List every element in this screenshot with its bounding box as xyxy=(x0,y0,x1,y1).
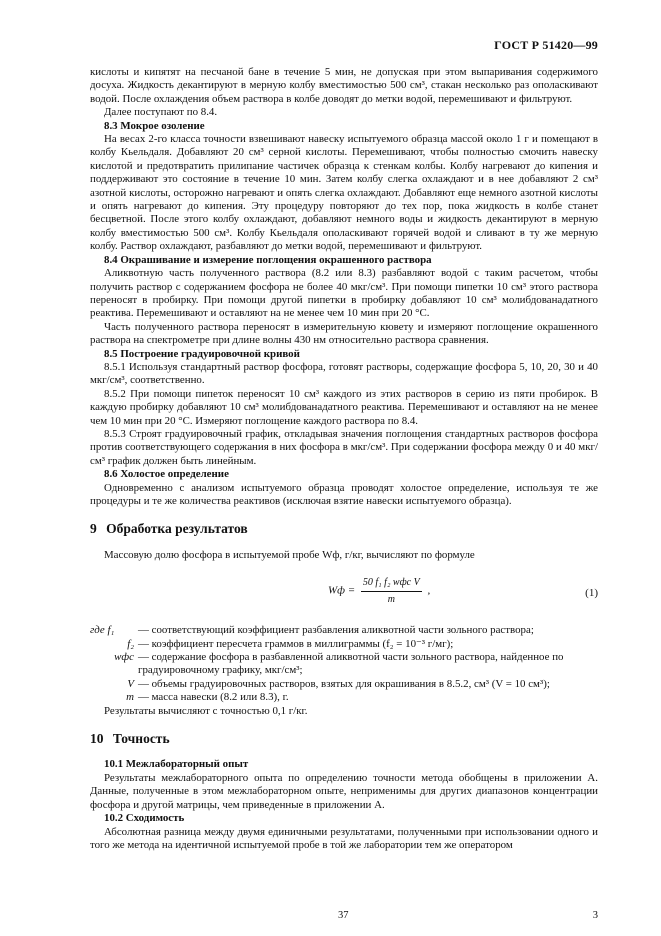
definitions-list xyxy=(90,624,598,704)
definition-text: — коэффициент пересчета граммов в миллиграммы (f₂ = 10⁻³ г/мг); xyxy=(138,637,454,650)
section-heading-9 xyxy=(90,522,598,535)
formula-denominator: m xyxy=(387,593,395,605)
section-10-number: 10 xyxy=(90,731,104,747)
paragraph-8-5-2: 8.5.2 При помощи пипеток переносят 10 см³ каждого из этих растворов в серию из пяти пробирок. В каждую пробирку добавляют 10 см³ молибдованадатного реактива. Перемешивают и оставляют на не менее чем 10 мин при 20 °С. Измеряют поглощение каждого раствора по 8.4. xyxy=(90,387,598,427)
paragraph-8-6: Одновременно с анализом испытуемого образца проводят холостое определение, используя те же процедуры и те же количества реактивов (исключая взятие навески испытуемого образца). xyxy=(90,481,598,507)
definition-symbol: f₂ xyxy=(127,637,134,650)
definition-text: градуировочному графику, мкг/см³; xyxy=(138,664,303,677)
paragraph-9-result: Результаты вычисляют с точностью 0,1 г/кг. xyxy=(104,704,308,717)
definition-text: — соответствующий коэффициент разбавления аликвотной части зольного раствора; xyxy=(138,624,534,637)
formula-body xyxy=(328,576,430,606)
definition-v xyxy=(90,678,598,691)
definition-symbol xyxy=(90,664,138,677)
section-9-number: 9 xyxy=(90,521,97,537)
definition-symbol: V xyxy=(127,677,134,690)
formula-tail: , xyxy=(427,584,431,597)
definition-text: — объемы градуировочных растворов, взятых для окрашивания в 8.5.2, см³ (V = 10 см³); xyxy=(138,677,550,690)
definition-symbol: где f₁ xyxy=(90,624,115,637)
formula-numerator: 50 f₁ f₂ wфс V xyxy=(361,576,422,591)
definition-wfs-continued xyxy=(90,664,598,677)
formula-lhs: Wф = xyxy=(328,584,356,597)
subheading-8-3: 8.3 Мокрое озоление xyxy=(104,119,205,132)
definition-symbol: m xyxy=(126,691,134,704)
section-heading-10 xyxy=(90,732,598,745)
subheading-8-4: 8.4 Окрашивание и измерение поглощения окрашенного раствора xyxy=(104,253,432,266)
formula-number: (1) xyxy=(585,587,598,600)
subheading-10-1: 10.1 Межлабораторный опыт xyxy=(104,758,249,771)
subheading-8-5: 8.5 Построение градуировочной кривой xyxy=(104,347,300,360)
paragraph-next: Далее поступают по 8.4. xyxy=(104,106,218,119)
definition-wfs xyxy=(90,651,598,664)
paragraph-10-2: Абсолютная разница между двумя единичными результатами, полученными при использовании одного и того же метода на идентичной испытуемой пробе в той же лаборатории тем же оператором xyxy=(90,825,598,851)
sheet-number: 3 xyxy=(592,910,598,921)
definition-text: — масса навески (8.2 или 8.3), г. xyxy=(138,691,289,704)
definition-f2 xyxy=(90,638,598,651)
document-body xyxy=(90,66,598,852)
paragraph-8-4-a: Аликвотную часть полученного раствора (8.2 или 8.3) разбавляют водой с таким расчетом, чтобы получить раствор с содержанием фосфора не более 40 мкг/см³. При помощи пипетки 10 см³ этого раствора переносят в пробирку. При помощи другой пипетки в пробирку добавляют 10 см³ молибдованадатного реактива. Перемешивают и оставляют на не менее чем 10 мин при 20 °С. xyxy=(90,267,598,320)
document-header: ГОСТ Р 51420—99 xyxy=(494,38,598,52)
formula-1 xyxy=(90,572,598,616)
paragraph-8-4-b: Часть полученного раствора переносят в измерительную кювету и измеряют поглощение окрашенного раствора на спектрометре при длине волны 430 нм относительно раствора сравнения. xyxy=(90,320,598,347)
paragraph-8-3: На весах 2-го класса точности взвешивают навеску испытуемого образца массой около 1 г и помещают в колбу Кьельдаля. Добавляют 20 см³ серной кислоты. Перемешивают, чтобы полностью смочить навеску кислотой и предотвратить прилипание частичек образца к стенкам колбы. Колбу нагревают до кипения и поддерживают это состояние в течение 10 мин. Затем колбу слегка охлаждают и в нее добавляют 2 см³ азотной кислоты, осторожно нагревают и опять слегка охлаждают. Добавляют еще немного азотной кислоты и опять нагревают до кипения. Эту процедуру повторяют до тех пор, пока жидкость в колбе станет бесцветной. После этого колбу охлаждают, добавляют немного воды и жидкость декантируют в мерную колбу вместимостью 500 см³. Колбу Кьельдаля ополаскивают горячей водой и сливают в ту же мерную колбу. Раствор охлаждают, разбавляют до метки водой, перемешивают и фильтруют. xyxy=(90,133,598,253)
paragraph-8-5-3: 8.5.3 Строят градуировочный график, откладывая значения поглощения стандартных растворов фосфора против соответствующего содержания в них фосфора в мкг/см³. При содержании фосфора между 0 и 40 мкг/см³ график должен быть линейным. xyxy=(90,427,598,467)
definition-f1 xyxy=(90,624,598,637)
paragraph-8-5-1: 8.5.1 Используя стандартный раствор фосфора, готовят растворы, содержащие фосфора 5, 10, 20, 30 и 40 мкг/см³, соответственно. xyxy=(90,360,598,387)
formula-fraction xyxy=(361,576,422,606)
paragraph-intro: кислоты и кипятят на песчаной бане в течение 5 мин, не допуская при этом выпаривания содержимого досуха. Жидкость декантируют в мерную колбу вместимостью 500 см³, стакан несколько раз ополаскивают водой. После охлаждения объем раствора в колбе доводят до метки водой, перемешивают и фильтруют. xyxy=(90,66,598,105)
definition-text: — содержание фосфора в разбавленной аликвотной части зольного раствора, найденное по xyxy=(138,651,564,664)
section-9-title: Обработка результатов xyxy=(106,521,248,537)
paragraph-9-intro: Массовую долю фосфора в испытуемой пробе Wф, г/кг, вычисляют по формуле xyxy=(104,548,475,561)
definition-m xyxy=(90,691,598,704)
section-10-title: Точность xyxy=(112,731,170,747)
definition-symbol: wфс xyxy=(114,651,134,664)
page-number: 37 xyxy=(338,910,349,921)
subheading-10-2: 10.2 Сходимость xyxy=(104,812,185,825)
subheading-8-6: 8.6 Холостое определение xyxy=(104,468,229,481)
paragraph-10-1: Результаты межлабораторного опыта по определению точности метода обобщены в приложении А. Данные, полученные в этом межлабораторном опыте, неприменимы для других диапазонов концентрации фосфора и другой матрицы, чем приведенные в приложении А. xyxy=(90,771,598,811)
